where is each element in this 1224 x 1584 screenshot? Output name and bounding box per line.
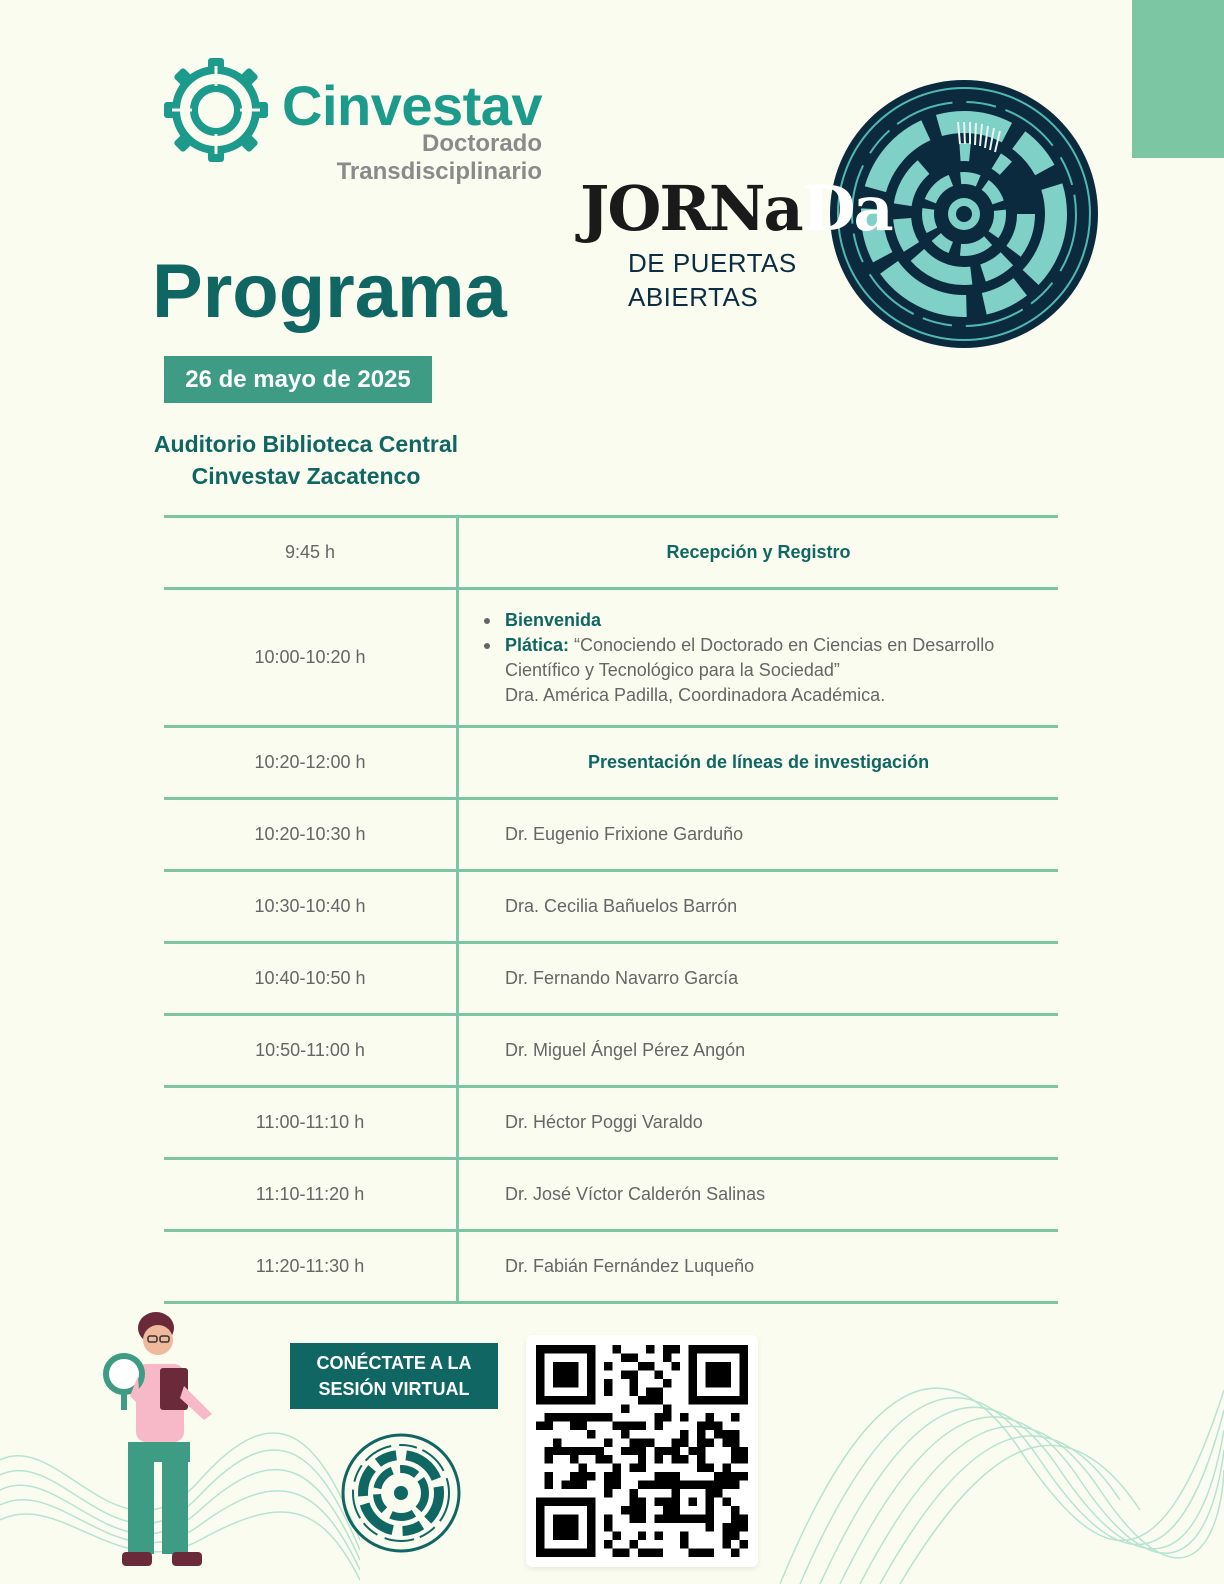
row-speaker: Dr. Eugenio Frixione Garduño: [458, 799, 1059, 871]
row-event: Presentación de líneas de investigación: [458, 727, 1059, 799]
row-speaker: Dr. Fernando Navarro García: [458, 943, 1059, 1015]
venue: [140, 428, 472, 492]
cta-line1: CONÉCTATE A LA: [316, 1353, 472, 1373]
corner-accent-block: [1132, 0, 1224, 158]
jornada-title-part1: JORNa: [580, 172, 802, 245]
row-time: 11:10-11:20 h: [164, 1159, 458, 1231]
talk-speaker: Dra. América Padilla, Coordinadora Académica.: [505, 684, 886, 705]
logo-subtitle-line2: Transdisciplinario: [336, 158, 542, 185]
logo-name: Cinvestav: [282, 74, 543, 137]
cta-line2: SESIÓN VIRTUAL: [318, 1379, 470, 1399]
table-row: [164, 871, 1058, 943]
qr-code-card[interactable]: [526, 1335, 758, 1567]
list-item: [505, 608, 1058, 633]
date-badge: 26 de mayo de 2025: [164, 356, 432, 403]
page-title: Programa: [152, 249, 507, 334]
row-speaker: Dra. Cecilia Bañuelos Barrón: [458, 871, 1059, 943]
table-row: [164, 799, 1058, 871]
table-row: [164, 1087, 1058, 1159]
row-time: 10:30-10:40 h: [164, 871, 458, 943]
table-row: [164, 517, 1058, 589]
row-time: 10:50-11:00 h: [164, 1015, 458, 1087]
table-row: [164, 1015, 1058, 1087]
wave-decoration-right: [780, 1330, 1224, 1584]
jornada-mini-emblem: [340, 1432, 462, 1554]
venue-line1: Auditorio Biblioteca Central: [153, 431, 459, 457]
row-event: Recepción y Registro: [458, 517, 1059, 589]
cinvestav-logo-icon: [162, 56, 270, 164]
row-speaker: Dr. José Víctor Calderón Salinas: [458, 1159, 1059, 1231]
row-time: 11:20-11:30 h: [164, 1231, 458, 1303]
row-time: 10:20-12:00 h: [164, 727, 458, 799]
jornada-subtitle-line1: DE PUERTAS: [628, 248, 797, 278]
row-event: [458, 589, 1059, 727]
qr-code[interactable]: [536, 1345, 748, 1557]
venue-line2: Cinvestav Zacatenco: [191, 463, 421, 489]
row-time: 9:45 h: [164, 517, 458, 589]
jornada-title: [580, 172, 892, 245]
jornada-title-part2: Da: [801, 172, 892, 245]
row-time: 10:40-10:50 h: [164, 943, 458, 1015]
table-row: [164, 727, 1058, 799]
welcome-list: [505, 608, 1058, 708]
table-row: [164, 943, 1058, 1015]
logo-subtitle-line1: Doctorado: [422, 130, 542, 157]
cinvestav-logo: [162, 56, 542, 191]
row-time: 10:20-10:30 h: [164, 799, 458, 871]
jornada-subtitle-line2: ABIERTAS: [628, 282, 759, 312]
welcome-label: Bienvenida: [505, 609, 602, 630]
row-speaker: Dr. Fabián Fernández Luqueño: [458, 1231, 1059, 1303]
list-item: [505, 633, 1058, 708]
table-row: [164, 1231, 1058, 1303]
row-speaker: Dr. Miguel Ángel Pérez Angón: [458, 1015, 1059, 1087]
talk-title: “Conociendo el Doctorado en Ciencias en Desarrollo: [569, 634, 995, 655]
row-time: 11:00-11:10 h: [164, 1087, 458, 1159]
row-speaker: Dr. Héctor Poggi Varaldo: [458, 1087, 1059, 1159]
connect-virtual-session-button[interactable]: [290, 1343, 498, 1409]
table-row: [164, 589, 1058, 727]
table-row: [164, 1159, 1058, 1231]
talk-title-line2: Científico y Tecnológico para la Sociedad”: [505, 659, 840, 680]
schedule-table: [164, 515, 1058, 1304]
talk-label: Plática:: [505, 634, 570, 655]
person-with-magnifier-illustration: [100, 1306, 230, 1576]
row-time: 10:00-10:20 h: [164, 589, 458, 727]
